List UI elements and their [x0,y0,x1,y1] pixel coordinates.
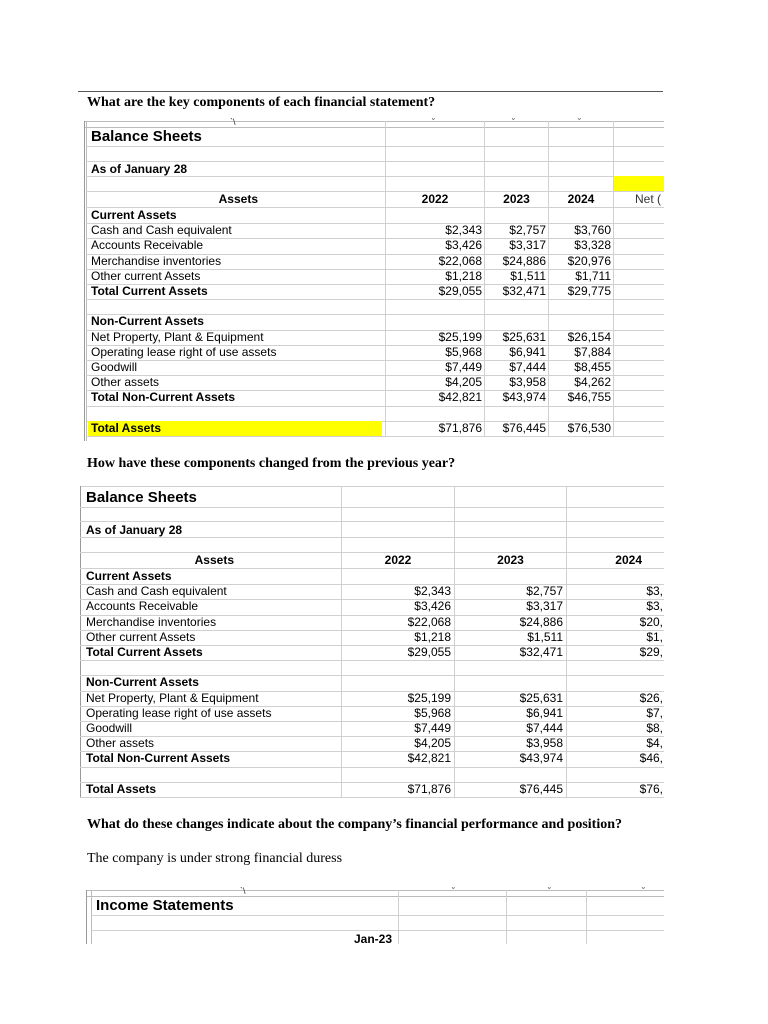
row-label-other-assets: Other assets [86,736,155,751]
value-cell: $3,317 [526,599,563,614]
row-label-total-non-current-assets: Total Non-Current Assets [86,751,231,766]
row-label-merchandise-inventories: Merchandise inventories [86,614,217,629]
value-cell: $42,821 [438,390,482,405]
value-cell: $6,941 [509,344,546,359]
value-cell: $24,886 [502,253,546,268]
value-cell: $2,343 [414,584,451,599]
value-cell: $29,055 [438,284,482,298]
value-cell: $29,775 [567,284,611,298]
value-cell: $25,631 [502,329,546,344]
value-cell: $3,958 [509,375,546,390]
sheet1-year-2023: 2023 [503,192,530,206]
sheet2-assets-header: Assets [194,553,234,567]
question-2: How have these components changed from the previous year? [87,456,456,471]
value-cell: $20, [639,614,663,629]
value-cell: $5,968 [445,344,482,359]
row-label-total-assets: Total Assets [86,781,157,796]
row-label-accounts-receivable: Accounts Receivable [86,599,199,614]
value-cell: $2,757 [509,223,546,238]
value-cell: $43,974 [502,390,546,405]
row-label-operating-lease-right-of-use-assets: Operating lease right of use assets [86,705,272,720]
value-cell: $7, [646,705,663,720]
value-cell: $3, [646,599,663,614]
value-cell: $4,205 [445,375,482,390]
value-cell: $25,199 [438,329,482,344]
row-label-total-current-assets: Total Current Assets [86,645,203,659]
value-cell: $24,886 [519,614,563,629]
value-cell: $76, [639,781,663,796]
value-cell: $7,449 [445,360,482,374]
row-label-goodwill: Goodwill [91,360,138,374]
value-cell: $43,974 [519,751,563,766]
sheet2-title: Balance Sheets [86,489,197,506]
row-label-other-current-assets: Other current Assets [86,629,196,644]
value-cell: $3,426 [414,599,451,614]
sheet3-title: Income Statements [96,897,234,914]
sheet2-year-2022: 2022 [384,553,412,567]
value-cell: $29, [639,645,663,659]
row-label-accounts-receivable: Accounts Receivable [91,238,204,253]
row-label-current-assets: Current Assets [86,569,172,583]
sheet2-subtitle: As of January 28 [86,523,183,537]
row-label-goodwill: Goodwill [86,721,133,735]
row-label-other-assets: Other assets [91,375,160,390]
value-cell: $32,471 [502,284,546,298]
value-cell: $76,530 [567,420,611,435]
row-label-non-current-assets: Non-Current Assets [91,314,204,329]
value-cell: $25,631 [519,690,563,705]
value-cell: $71,876 [407,781,451,796]
row-label-cash-and-cash-equivalent: Cash and Cash equivalent [86,584,227,599]
sheet1-year-2024: 2024 [567,192,595,206]
value-cell: $46,755 [567,390,611,405]
value-cell: $42,821 [407,751,451,766]
value-cell: $8, [646,721,663,735]
row-label-operating-lease-right-of-use-assets: Operating lease right of use assets [91,344,277,359]
value-cell: $1,711 [575,268,611,283]
value-cell: $20,976 [567,253,611,268]
value-cell: $1,218 [414,629,451,644]
answer-3: The company is under strong financial duress [87,851,343,866]
value-cell: $4,262 [574,375,611,390]
value-cell: $7,884 [574,344,611,359]
question-3: What do these changes indicate about the company’s financial performance and position? [87,817,623,832]
row-label-merchandise-inventories: Merchandise inventories [91,253,222,268]
sheet1-year-2022: 2022 [421,192,449,206]
sheet3-period: Jan-23 [354,932,393,946]
value-cell: $1,511 [527,629,563,644]
value-cell: $7,449 [414,721,451,735]
value-cell: $25,199 [407,690,451,705]
value-cell: $4,205 [414,736,451,751]
value-cell: $5,968 [414,705,451,720]
value-cell: $8,455 [574,360,611,374]
value-cell: $32,471 [519,645,563,659]
row-label-other-current-assets: Other current Assets [91,268,201,283]
value-cell: $46, [639,751,663,766]
sheet1-subtitle: As of January 28 [91,162,188,176]
row-label-net-property-plant-equipment: Net Property, Plant & Equipment [86,690,259,705]
value-cell: $76,445 [519,781,563,796]
value-cell: $29,055 [407,645,451,659]
value-cell: $3,426 [445,238,482,253]
row-label-cash-and-cash-equivalent: Cash and Cash equivalent [91,223,232,238]
row-label-total-current-assets: Total Current Assets [91,284,208,298]
value-cell: $4, [646,736,663,751]
row-label-total-assets: Total Assets [91,420,162,435]
value-cell: $26,154 [567,329,611,344]
value-cell: $76,445 [502,420,546,435]
sheet1-highlight-cell [614,176,664,191]
value-cell: $1,511 [510,268,546,283]
row-label-current-assets: Current Assets [91,208,177,222]
value-cell: $2,343 [445,223,482,238]
value-cell: $7,444 [509,360,546,374]
value-cell: $3, [646,584,663,599]
value-cell: $1, [646,629,663,644]
value-cell: $6,941 [526,705,563,720]
sheet2-year-2024: 2024 [615,553,642,567]
value-cell: $3,760 [574,223,611,238]
value-cell: $1,218 [445,268,482,283]
sheet2-year-2023: 2023 [497,553,524,567]
row-label-total-non-current-assets: Total Non-Current Assets [91,390,236,405]
value-cell: $22,068 [438,253,482,268]
sheet1-title: Balance Sheets [91,128,202,145]
value-cell: $3,317 [509,238,546,253]
value-cell: $71,876 [438,420,482,435]
value-cell: $26, [639,690,663,705]
row-label-non-current-assets: Non-Current Assets [86,675,199,690]
value-cell: $3,328 [574,238,611,253]
sheet1-extra-header: Net ( [635,192,662,206]
row-label-net-property-plant-equipment: Net Property, Plant & Equipment [91,329,264,344]
value-cell: $2,757 [526,584,563,599]
sheet1-assets-header: Assets [218,192,258,206]
question-1: What are the key components of each financial statement? [87,95,436,110]
value-cell: $7,444 [526,721,563,735]
value-cell: $3,958 [526,736,563,751]
value-cell: $22,068 [407,614,451,629]
